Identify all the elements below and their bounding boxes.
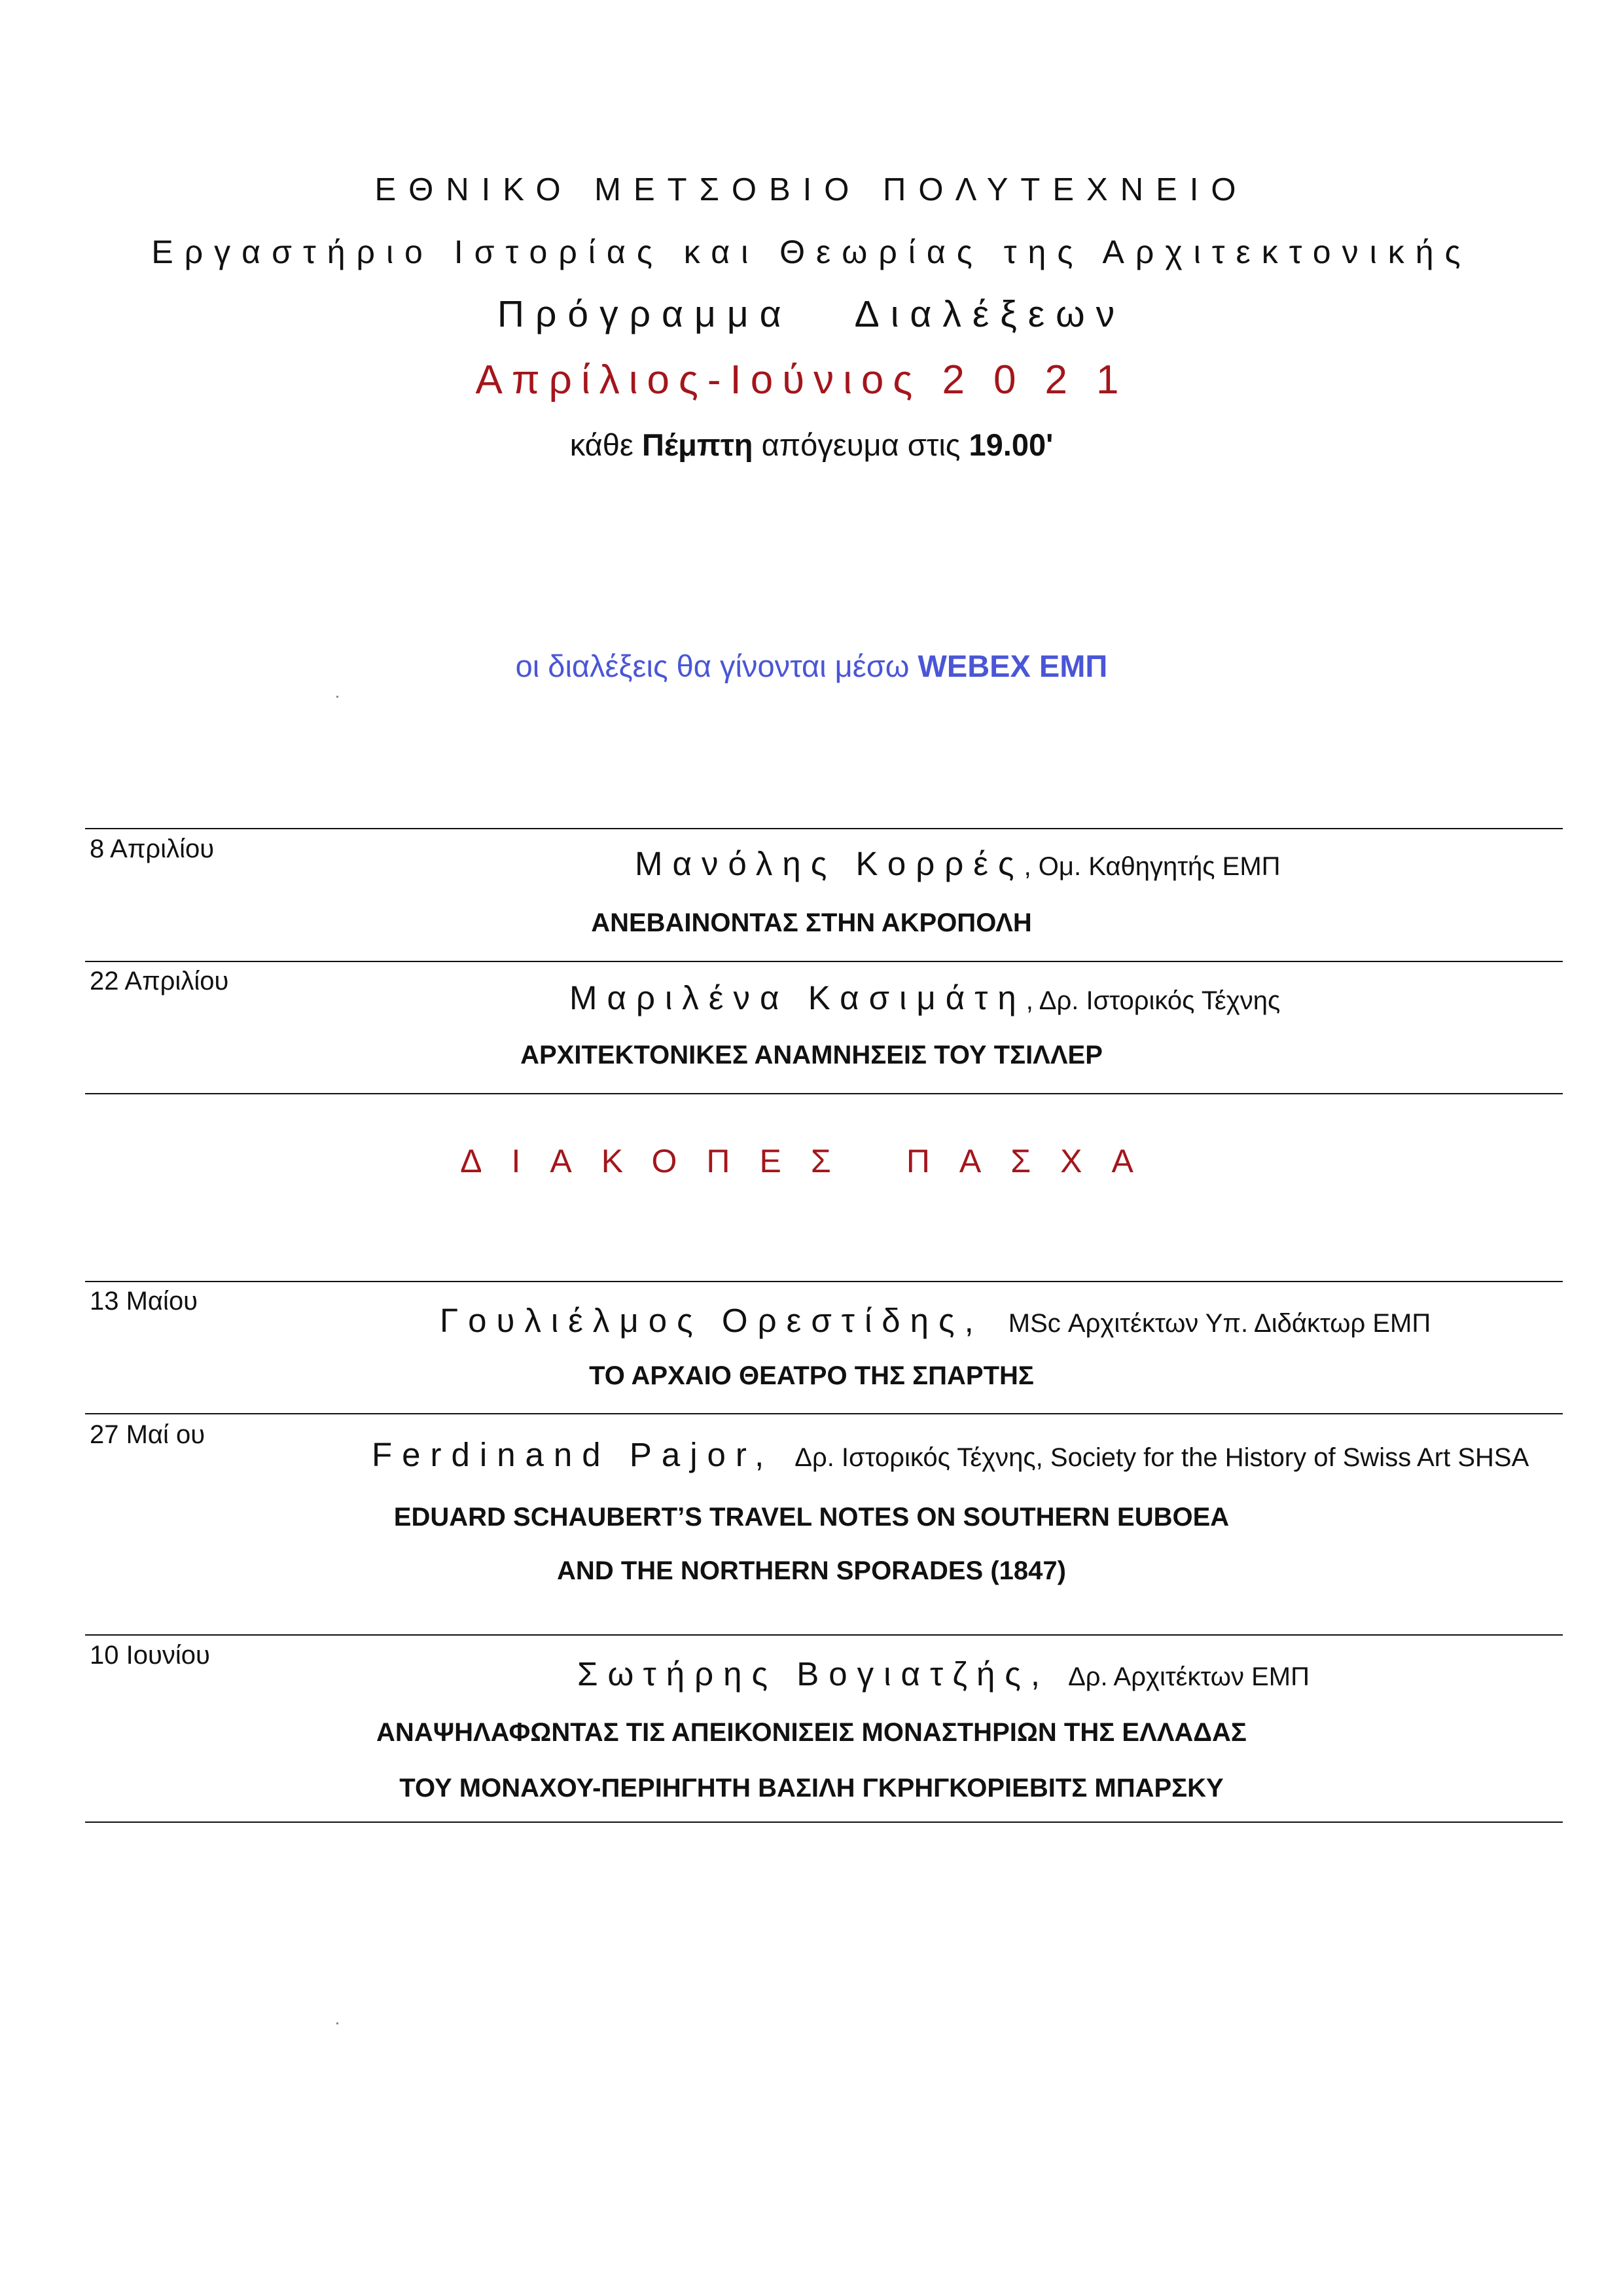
lecturer-affiliation: MSc Αρχιτέκτων Υπ. Διδάκτωρ ΕΜΠ (1008, 1309, 1431, 1338)
table-rule (85, 828, 1563, 829)
lecturer-affiliation: , Δρ. Ιστορικός Τέχνης (1026, 986, 1281, 1015)
lecturer (577, 1655, 1310, 1693)
weekly-schedule (0, 427, 1623, 463)
lecturer-affiliation: Δρ. Ιστορικός Τέχνης, Society for the History of Swiss Art SHSA (794, 1443, 1529, 1472)
webex-prefix: οι διαλέξεις θα γίνονται μέσω (515, 649, 918, 683)
break-word-1: ΔΙΑΚΟΠΕΣ (460, 1143, 861, 1179)
period-year: 2021 (942, 357, 1148, 403)
weekly-middle: απόγευμα στις (753, 427, 969, 462)
lecture-title: AND THE NORTHERN SPORADES (1847) (557, 1556, 1066, 1585)
weekly-prefix: κάθε (569, 427, 642, 462)
lecturer (372, 1435, 1529, 1474)
lecture-title: ΤΟ ΑΡΧΑΙΟ ΘΕΑΤΡΟ ΤΗΣ ΣΠΑΡΤΗΣ (589, 1361, 1034, 1390)
lecture-title: ΑΡΧΙΤΕΚΤΟΝΙΚΕΣ ΑΝΑΜΝΗΣΕΙΣ ΤΟΥ ΤΣΙΛΛΕΡ (520, 1041, 1103, 1069)
table-rule (85, 1413, 1563, 1414)
lecturer-name: Γουλιέλμος Ορεστίδης, (440, 1302, 984, 1339)
lecturer-name: Ferdinand Pajor, (372, 1436, 774, 1473)
lecturer-affiliation: Δρ. Αρχιτέκτων ΕΜΠ (1068, 1662, 1310, 1691)
laboratory-heading: Εργαστήριο Ιστορίας και Θεωρίας της Αρχιτεκτονικής (151, 234, 1472, 270)
stray-dot (336, 696, 338, 698)
break-word-2: ΠΑΣΧΑ (906, 1143, 1163, 1179)
lecturer-name: Σωτήρης Βογιατζής, (577, 1655, 1050, 1693)
lecturer (440, 1301, 1431, 1340)
stray-dot (336, 2022, 338, 2024)
table-rule (85, 1093, 1563, 1094)
lecture-date: 22 Απριλίου (90, 967, 229, 996)
lecture-date: 8 Απριλίου (90, 834, 215, 863)
lecturer-name: Μαριλένα Κασιμάτη (569, 979, 1026, 1016)
weekly-time: 19.00' (969, 427, 1054, 462)
table-rule (85, 1821, 1563, 1823)
table-rule (85, 961, 1563, 962)
lecture-date: 27 Μαί ου (90, 1420, 205, 1449)
lecture-date: 10 Ιουνίου (90, 1641, 210, 1670)
lecturer-affiliation: , Ομ. Καθηγητής ΕΜΠ (1024, 852, 1281, 881)
webex-platform: WEBEX ΕΜΠ (918, 649, 1108, 683)
period-months: Απρίλιος-Ιούνιος (475, 357, 922, 403)
lecturer (569, 978, 1280, 1017)
program-word-2: Διαλέξεων (854, 293, 1126, 335)
table-rule (85, 1281, 1563, 1282)
table-rule (85, 1634, 1563, 1636)
period-heading (0, 357, 1623, 403)
weekly-day: Πέμπτη (641, 427, 753, 462)
program-word-1: Πρόγραμμα (497, 293, 793, 335)
easter-break (0, 1142, 1623, 1180)
lecturer-name: Μανόλης Κορρές (635, 845, 1024, 882)
lecturer (635, 844, 1281, 883)
lecture-title: ΑΝΑΨΗΛΑΦΩΝΤΑΣ ΤΙΣ ΑΠΕΙΚΟΝΙΣΕΙΣ ΜΟΝΑΣΤΗΡΙΩΝ ΤΗΣ ΕΛΛΑΔΑΣ (376, 1718, 1247, 1747)
lecture-title: EDUARD SCHAUBERT’S TRAVEL NOTES ON SOUTHERN EUBOEA (393, 1503, 1230, 1532)
webex-notice (0, 648, 1623, 684)
lecture-date: 13 Μαίου (90, 1287, 198, 1316)
lecture-title: ΑΝΕΒΑΙΝΟΝΤΑΣ ΣΤΗΝ ΑΚΡΟΠΟΛΗ (591, 908, 1032, 937)
institution-heading: ΕΘΝΙΚΟ ΜΕΤΣΟΒΙΟ ΠΟΛΥΤΕΧΝΕΙΟ (374, 172, 1249, 207)
program-title (0, 293, 1623, 336)
lecture-title: ΤΟΥ ΜΟΝΑΧΟΥ-ΠΕΡΙΗΓΗΤΗ ΒΑΣΙΛΗ ΓΚΡΗΓΚΟΡΙΕΒΙΤΣ ΜΠΑΡΣΚΥ (399, 1774, 1224, 1803)
